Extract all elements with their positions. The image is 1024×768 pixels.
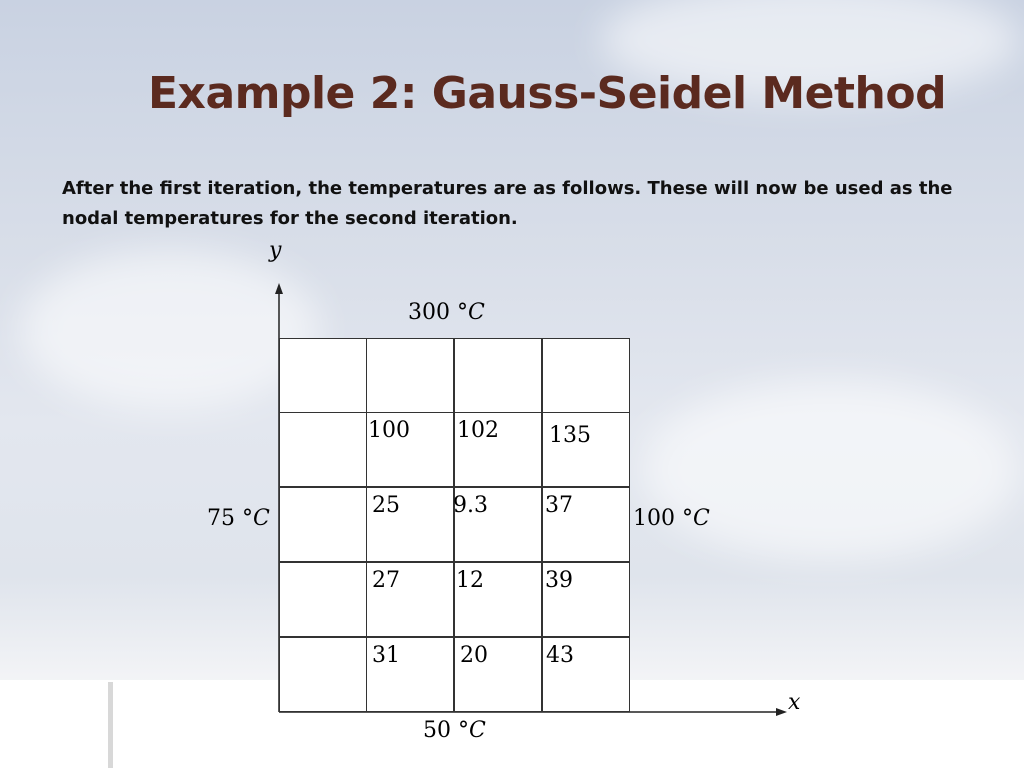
node-value: 20 (460, 643, 488, 668)
grid-cell (279, 562, 367, 637)
node-value: 25 (372, 493, 400, 518)
boundary-top-unit: C (467, 300, 485, 325)
slide-subtitle: After the first iteration, the temperatures are as follows. These will now be used as the nodal temperatures for the second iteration. (62, 178, 953, 229)
boundary-top-value: 300 ° (408, 300, 468, 325)
node-value: 31 (372, 643, 400, 668)
grid-cell (279, 412, 367, 487)
boundary-left-unit: C (253, 506, 270, 531)
node-value: 43 (546, 643, 574, 668)
node-value: 100 (368, 418, 410, 443)
node-value: 39 (545, 568, 573, 593)
y-axis-arrow (275, 283, 283, 294)
boundary-left-value: 75 ° (207, 506, 253, 531)
node-value: 9.3 (453, 493, 488, 518)
slide-title: Example 2: Gauss-Seidel Method (148, 68, 947, 119)
boundary-top-label (408, 300, 485, 325)
y-axis-label: y (269, 238, 282, 263)
boundary-right-label (633, 506, 710, 531)
grid-cell (279, 637, 367, 712)
boundary-bottom-value: 50 ° (423, 718, 469, 743)
node-value: 102 (457, 418, 499, 443)
grid-cell (542, 338, 630, 413)
boundary-right-value: 100 ° (633, 506, 693, 531)
boundary-bottom-unit: C (469, 718, 486, 743)
grid-cell (366, 338, 454, 413)
boundary-left-label (207, 506, 270, 531)
boundary-bottom-label (423, 718, 486, 743)
x-axis-arrow (776, 708, 787, 716)
node-value: 27 (372, 568, 400, 593)
x-axis-label: x (788, 690, 801, 715)
node-value: 12 (456, 568, 484, 593)
node-value: 37 (545, 493, 573, 518)
grid-cell (279, 338, 367, 413)
node-value: 135 (549, 423, 591, 448)
grid-cell (454, 338, 542, 413)
grid-cell (279, 487, 367, 562)
boundary-right-unit: C (692, 506, 710, 531)
